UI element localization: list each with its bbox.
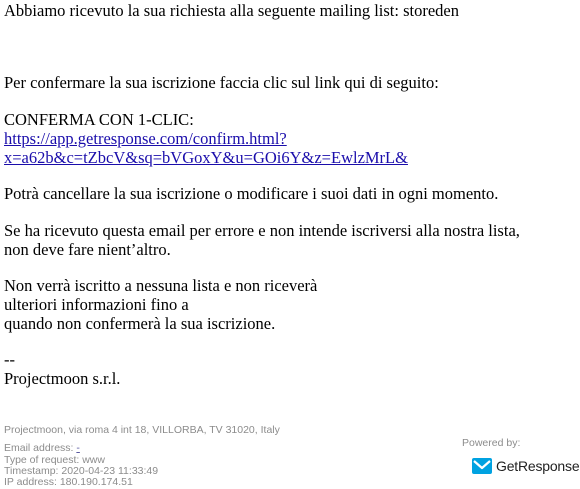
- footer-timestamp: Timestamp: 2020-04-23 11:33:49: [4, 465, 159, 477]
- footer-email-label: Email address:: [4, 442, 74, 454]
- footer-email-link[interactable]: -: [76, 442, 80, 454]
- getresponse-brand-text: GetResponse: [496, 457, 580, 474]
- signature-company: Projectmoon s.r.l.: [4, 369, 121, 388]
- footer-address: Projectmoon, via roma 4 int 18, VILLORBA, TV 31020, Italy: [4, 424, 280, 436]
- error-line-1: Se ha ricevuto questa email per errore e non intende iscriversi alla nostra lista,: [4, 221, 520, 240]
- intro-text: Abbiamo ricevuto la sua richiesta alla seguente mailing list: storeden: [4, 1, 459, 20]
- confirm-label: CONFERMA CON 1-CLIC:: [4, 110, 194, 129]
- getresponse-envelope-icon: [472, 458, 492, 474]
- powered-by-label: Powered by:: [462, 437, 521, 449]
- footer-ip: IP address: 180.190.174.51: [4, 476, 133, 488]
- confirm-prompt: Per confermare la sua iscrizione faccia clic sul link qui di seguito:: [4, 73, 439, 92]
- signature-dash: --: [4, 350, 15, 369]
- getresponse-logo[interactable]: [472, 458, 579, 474]
- error-line-2: non deve fare nient’altro.: [4, 240, 171, 259]
- cancel-info: Potrà cancellare la sua iscrizione o modificare i suoi dati in ogni momento.: [4, 184, 499, 203]
- not-subscribed-line-3: quando non confermerà la sua iscrizione.: [4, 314, 276, 333]
- confirm-link-line-2[interactable]: x=a62b&c=tZbcV&sq=bVGoxY&u=GOi6Y&z=EwlzMrL&: [4, 148, 408, 167]
- not-subscribed-line-2: ulteriori informazioni fino a: [4, 295, 189, 314]
- not-subscribed-line-1: Non verrà iscritto a nessuna lista e non riceverà: [4, 276, 318, 295]
- confirm-link-line-1[interactable]: https://app.getresponse.com/confirm.html?: [4, 129, 287, 148]
- footer-request-type: Type of request: www: [4, 454, 105, 466]
